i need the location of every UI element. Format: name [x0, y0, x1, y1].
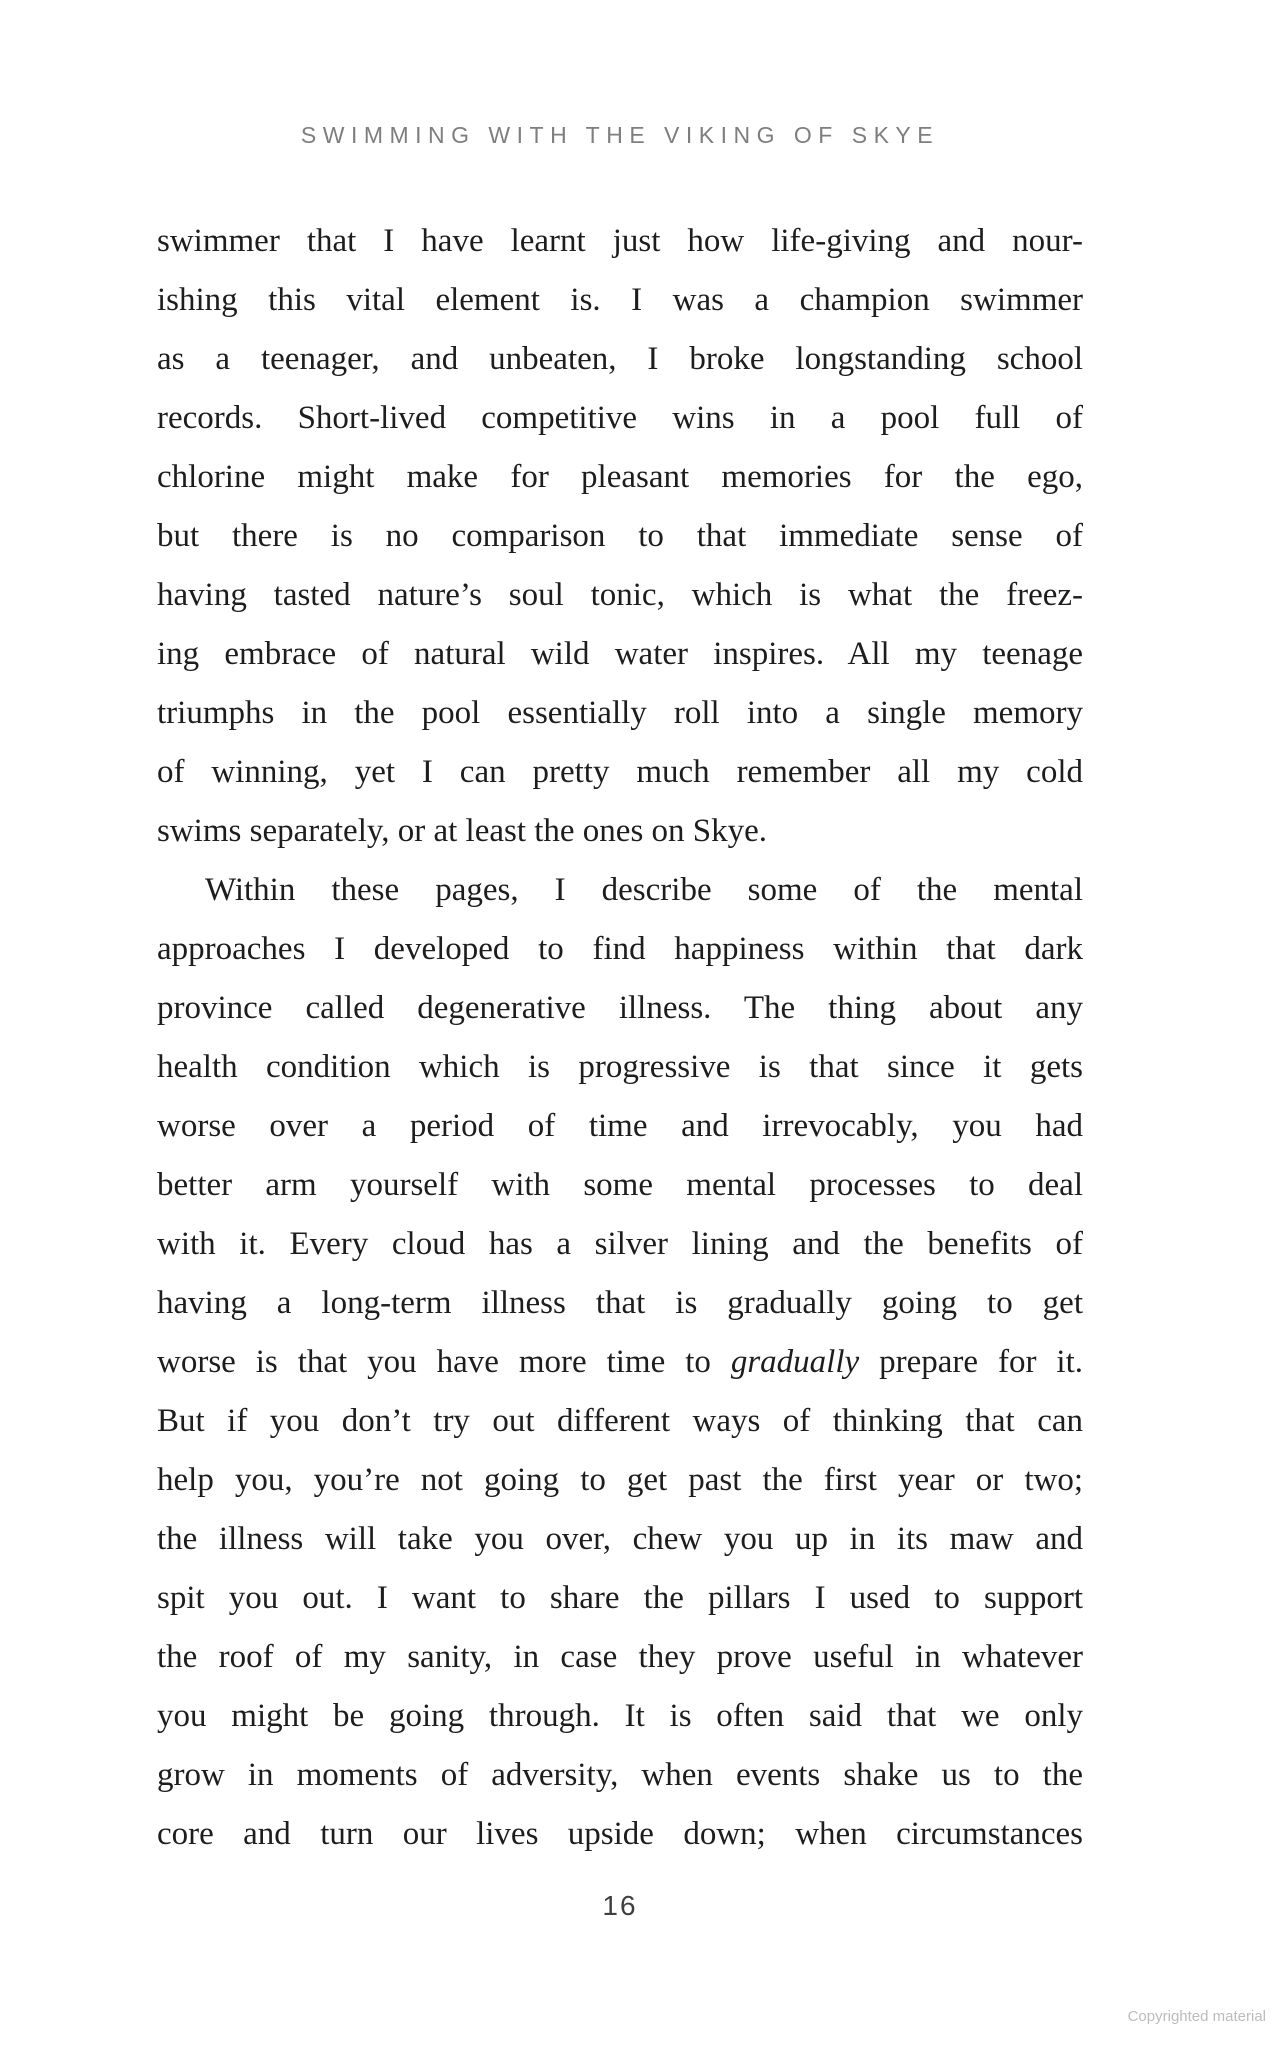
text-line: worse over a period of time and irrevocably, you had — [157, 1108, 1083, 1144]
text-line: approaches I developed to find happiness within that dark — [157, 931, 1083, 967]
text-line: health condition which is progressive is that since it gets — [157, 1049, 1083, 1085]
page-number: 16 — [602, 1890, 638, 1921]
running-head-title: SWIMMING WITH THE VIKING OF SKYE — [300, 122, 940, 148]
copyright-watermark: Copyrighted material — [1127, 2008, 1266, 2025]
text-line: But if you don’t try out different ways of thinking that can — [157, 1403, 1083, 1439]
text-line: having tasted nature’s soul tonic, which is what the freez- — [157, 577, 1083, 613]
text-line: having a long-term illness that is gradually going to get — [157, 1285, 1083, 1321]
text-line: of winning, yet I can pretty much remember all my cold — [157, 754, 1083, 790]
text-line: records. Short-lived competitive wins in a pool full of — [157, 400, 1083, 436]
text-line: the illness will take you over, chew you up in its maw and — [157, 1521, 1083, 1557]
text-line: you might be going through. It is often said that we only — [157, 1698, 1083, 1734]
text-line: but there is no comparison to that immediate sense of — [157, 518, 1083, 554]
text-line: with it. Every cloud has a silver lining and the benefits of — [157, 1226, 1083, 1262]
text-line: ishing this vital element is. I was a champion swimmer — [157, 282, 1083, 318]
text-block — [157, 212, 1083, 1864]
text-line: Within these pages, I describe some of the mental — [205, 872, 1083, 908]
text-line: swimmer that I have learnt just how life-giving and nour- — [157, 223, 1083, 259]
text-line: as a teenager, and unbeaten, I broke longstanding school — [157, 341, 1083, 377]
text-line: core and turn our lives upside down; when circumstances — [157, 1816, 1083, 1852]
text-line: the roof of my sanity, in case they prove useful in whatever — [157, 1639, 1083, 1675]
text-line: swims separately, or at least the ones on Skye. — [157, 813, 768, 849]
text-line: chlorine might make for pleasant memories for the ego, — [157, 459, 1083, 495]
text-line: better arm yourself with some mental processes to deal — [157, 1167, 1083, 1203]
text-line: province called degenerative illness. The thing about any — [157, 990, 1083, 1026]
text-line: grow in moments of adversity, when events shake us to the — [157, 1757, 1083, 1793]
text-line: spit you out. I want to share the pillars I used to support — [157, 1580, 1083, 1616]
text-line: triumphs in the pool essentially roll into a single memory — [157, 695, 1083, 731]
text-line: help you, you’re not going to get past the first year or two; — [157, 1462, 1083, 1498]
text-line: worse is that you have more time to gradually prepare for it. — [157, 1344, 1083, 1380]
text-line: ing embrace of natural wild water inspires. All my teenage — [157, 636, 1083, 672]
